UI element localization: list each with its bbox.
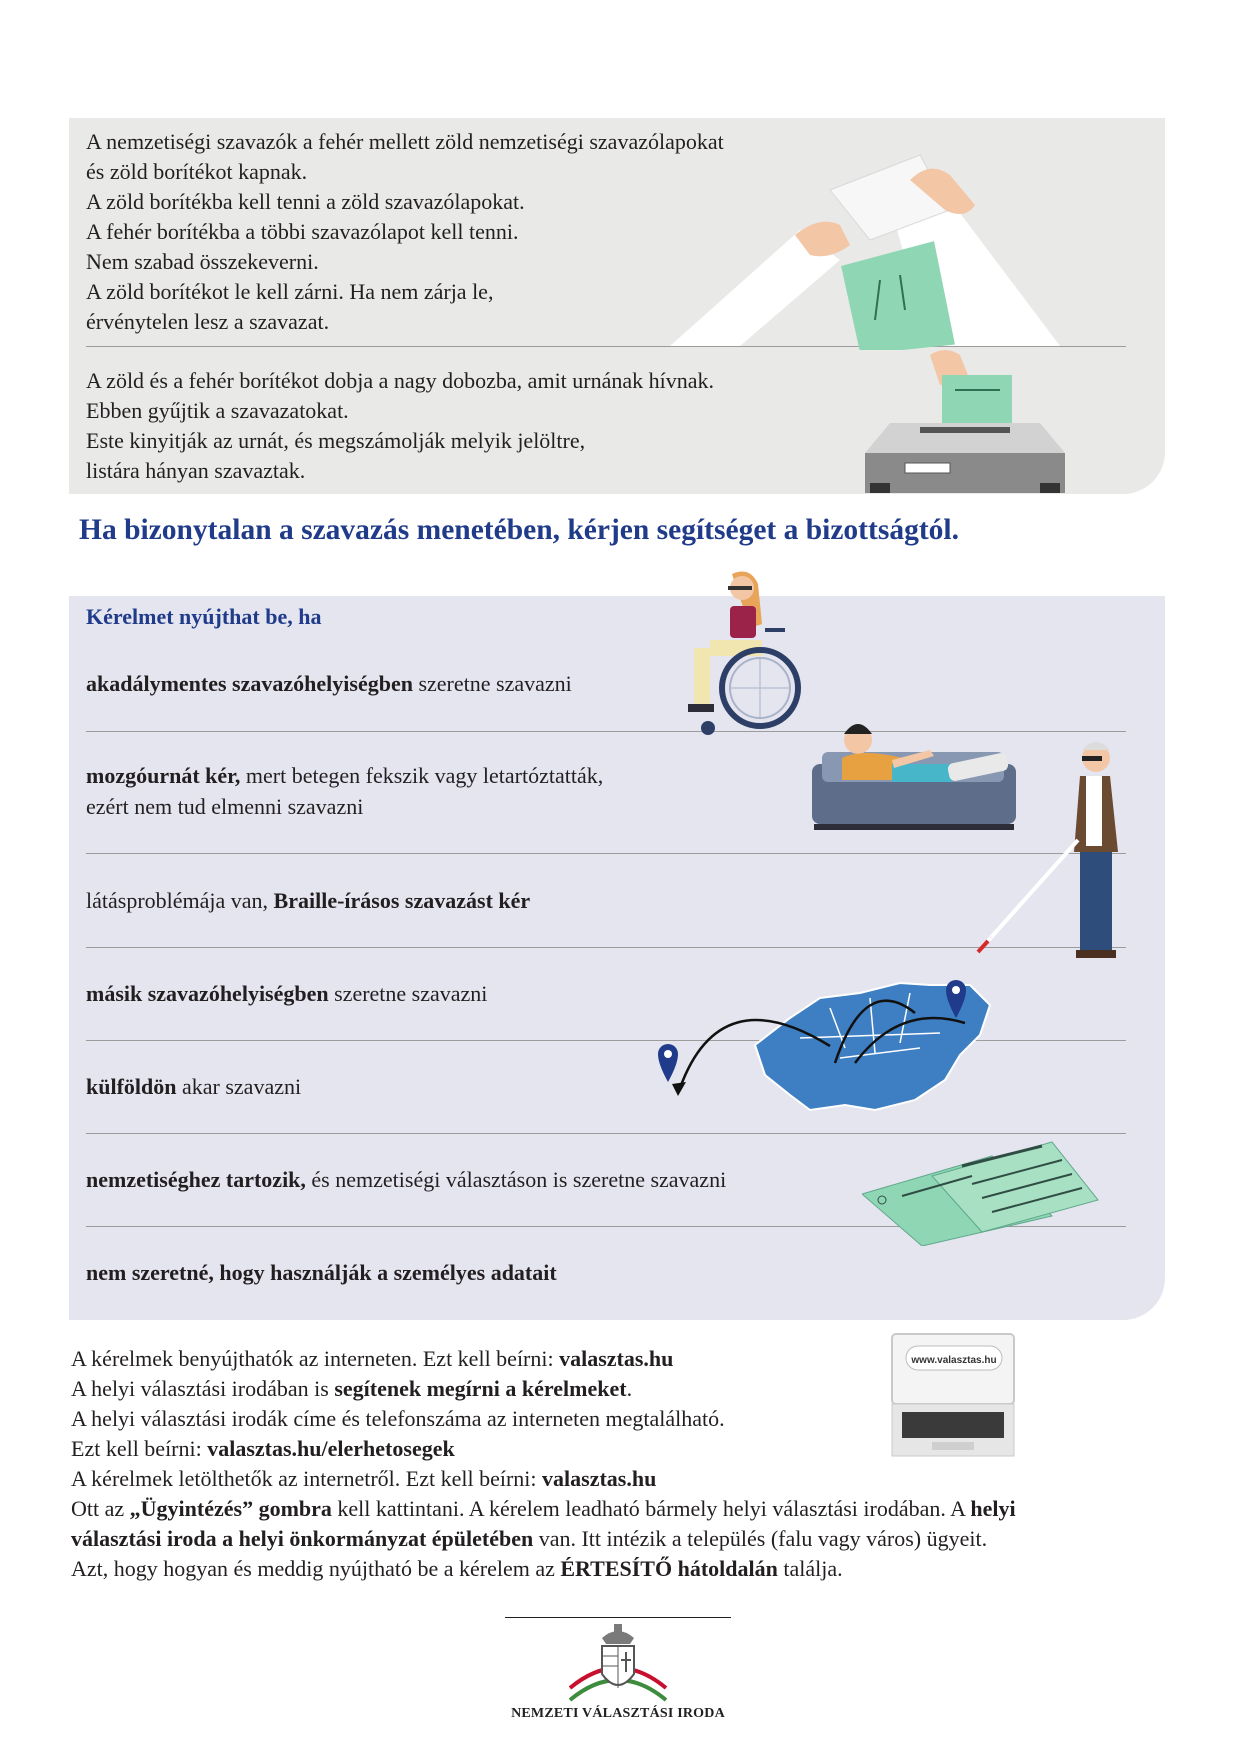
request-row-accessible (86, 668, 572, 699)
info-line (71, 1344, 1016, 1374)
info-text: Azt, hogy hogyan és meddig nyújtható be a kérelem az (71, 1556, 561, 1581)
request-row-abroad (86, 1071, 301, 1102)
text-line: Ebben gyűjtik a szavazatokat. (86, 398, 349, 423)
text-line: és zöld borítékot kapnak. (86, 159, 308, 184)
website-link[interactable]: valasztas.hu (542, 1466, 657, 1491)
info-text: találja. (777, 1556, 843, 1581)
website-link[interactable]: valasztas.hu (559, 1346, 674, 1371)
help-headline: Ha bizonytalan a szavazás menetében, kérjen segítséget a bizottságtól. (79, 514, 959, 546)
info-line (71, 1554, 1016, 1584)
text-line: A zöld borítékot le kell zárni. Ha nem zárja le, (86, 279, 494, 304)
request-text: látásproblémája van, (86, 888, 274, 913)
footer-divider (505, 1617, 731, 1618)
request-text: ezért nem tud elmenni szavazni (86, 794, 364, 819)
instructions-block-urn (86, 366, 714, 486)
text-line: érvénytelen lesz a szavazat. (86, 309, 330, 334)
request-text: szeretne szavazni (328, 981, 488, 1006)
info-line: A helyi választási irodák címe és telefonszáma az interneten megtalálható. (71, 1406, 725, 1431)
request-row-mobile-urn (86, 760, 603, 822)
request-row-personal-data (86, 1257, 557, 1288)
info-line (71, 1434, 1016, 1464)
footer-org-name: NEMZETI VÁLASZTÁSI IRODA (511, 1706, 725, 1721)
request-bold: külföldön (86, 1074, 177, 1099)
info-bold: ÉRTESÍTŐ hátoldalán (560, 1556, 778, 1581)
info-text: van. Itt intézik a település (falu vagy város) ügyeit. (533, 1526, 988, 1551)
info-text: A kérelmek letölthetők az internetről. Ezt kell beírni: (71, 1466, 543, 1491)
laptop-url: www.valasztas.hu (911, 1355, 997, 1366)
hands-envelopes-illustration (670, 150, 1150, 350)
info-text: Ott az (71, 1496, 130, 1521)
blind-man-with-cane-illustration (968, 740, 1118, 962)
request-bold: nem szeretné, hogy használják a személyes adatait (86, 1260, 557, 1285)
request-text: mert betegen fekszik vagy letartóztatták, (240, 763, 604, 788)
request-text: szeretne szavazni (412, 671, 572, 696)
request-text: akar szavazni (176, 1074, 302, 1099)
requests-title: Kérelmet nyújthat be, ha (86, 604, 322, 629)
request-bold: Braille-írásos szavazást kér (273, 888, 531, 913)
text-line: A zöld és a fehér borítékot dobja a nagy dobozba, amit urnának hívnak. (86, 368, 715, 393)
ballot-box-illustration (850, 345, 1080, 493)
request-text: és nemzetiségi választáson is szeretne szavazni (305, 1167, 727, 1192)
instructions-block-envelopes (86, 127, 724, 337)
info-text: kell kattintani. A kérelem leadható bármely helyi választási irodában. A (331, 1496, 971, 1521)
request-bold: nemzetiséghez tartozik, (86, 1167, 306, 1192)
text-line: listára hányan szavaztak. (86, 458, 306, 483)
nationality-ballots-illustration (862, 1136, 1102, 1246)
coat-of-arms-emblem (566, 1622, 670, 1704)
info-text: A helyi választási irodában is (71, 1376, 335, 1401)
info-line (71, 1524, 1016, 1554)
submission-info (71, 1344, 1016, 1584)
info-text: Ezt kell beírni: (71, 1436, 208, 1461)
request-bold: akadálymentes szavazóhelyiségben (86, 671, 413, 696)
info-bold: választási iroda a helyi önkormányzat épületében (71, 1526, 534, 1551)
text-line: Nem szabad összekeverni. (86, 249, 319, 274)
info-line (71, 1464, 1016, 1494)
request-bold: mozgóurnát kér, (86, 763, 241, 788)
wheelchair-user-illustration (670, 568, 810, 740)
request-row-braille (86, 885, 530, 916)
text-line: A fehér borítékba a többi szavazólapot kell tenni. (86, 219, 519, 244)
info-line (71, 1494, 1016, 1524)
text-line: A zöld borítékba kell tenni a zöld szavazólapokat. (86, 189, 525, 214)
info-line (71, 1374, 1016, 1404)
info-bold: „Ügyintézés” gombra (129, 1496, 332, 1521)
text-line: Este kinyitják az urnát, és megszámolják melyik jelöltre, (86, 428, 586, 453)
request-row-other-station (86, 978, 487, 1009)
contacts-link[interactable]: valasztas.hu/elerhetosegek (207, 1436, 455, 1461)
request-bold: másik szavazóhelyiségben (86, 981, 329, 1006)
hungary-map-illustration (640, 968, 1020, 1128)
info-bold: segítenek megírni a kérelmeket (334, 1376, 627, 1401)
text-line: A nemzetiségi szavazók a fehér mellett zöld nemzetiségi szavazólapokat (86, 129, 724, 154)
request-row-nationality (86, 1164, 726, 1195)
row-divider (86, 1133, 1126, 1134)
info-text: . (626, 1376, 633, 1401)
info-bold: helyi (970, 1496, 1016, 1521)
laptop-illustration (888, 1332, 1018, 1462)
info-text: A kérelmek benyújthatók az interneten. Ezt kell beírni: (71, 1346, 560, 1371)
